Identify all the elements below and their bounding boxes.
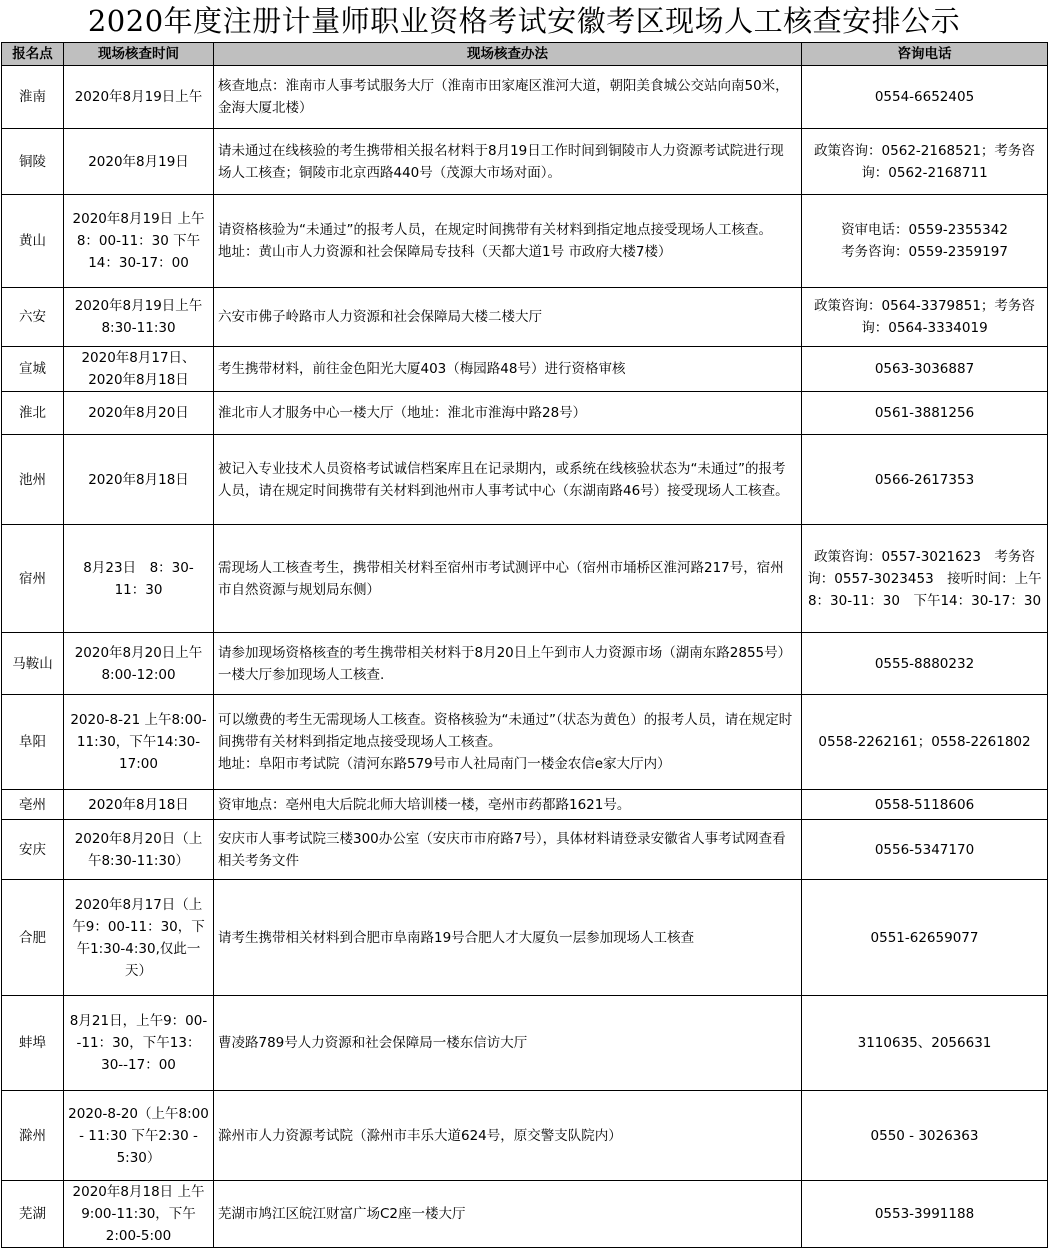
phone-cell: 0558-2262161；0558-2261802 [802,695,1048,790]
phone-cell: 资审电话：0559-2355342 考务咨询：0559-2359197 [802,195,1048,288]
time-cell: 2020-8-21 上午8:00-11:30，下午14:30-17:00 [64,695,214,790]
city-cell: 合肥 [2,880,64,996]
time-cell: 2020年8月20日 [64,392,214,435]
city-cell: 阜阳 [2,695,64,790]
city-cell: 芜湖 [2,1181,64,1248]
table-row [2,633,1048,695]
time-cell: 2020-8-20（上午8:00 - 11:30 下午2:30 - 5:30） [64,1091,214,1181]
method-cell: 请未通过在线核验的考生携带相关报名材料于8月19日工作时间到铜陵市人力资源考试院进行现场人工核查；铜陵市北京西路440号（茂源大市场对面）。 [214,129,802,195]
table-row [2,288,1048,347]
phone-cell: 0553-3991188 [802,1181,1048,1248]
city-cell: 滁州 [2,1091,64,1181]
method-cell: 请参加现场资格核查的考生携带相关材料于8月20日上午到市人力资源市场（湖南东路2855号）一楼大厅参加现场人工核查. [214,633,802,695]
phone-cell: 政策咨询：0562-2168521；考务咨询：0562-2168711 [802,129,1048,195]
table-row [2,525,1048,633]
method-cell: 请考生携带相关材料到合肥市阜南路19号合肥人才大厦负一层参加现场人工核查 [214,880,802,996]
header-phone: 咨询电话 [802,43,1048,66]
table-row [2,435,1048,525]
method-cell: 需现场人工核查考生，携带相关材料至宿州市考试测评中心（宿州市埇桥区淮河路217号，宿州市自然资源与规划局东侧） [214,525,802,633]
time-cell: 2020年8月19日 上午8：00-11：30 下午14：30-17：00 [64,195,214,288]
method-cell: 安庆市人事考试院三楼300办公室（安庆市市府路7号），具体材料请登录安徽省人事考试网查看相关考务文件 [214,820,802,880]
table-row [2,347,1048,392]
method-cell: 滁州市人力资源考试院（滁州市丰乐大道624号，原交警支队院内） [214,1091,802,1181]
method-cell: 可以缴费的考生无需现场人工核查。资格核验为“未通过”（状态为黄色）的报考人员，请在规定时间携带有关材料到指定地点接受现场人工核查。 地址：阜阳市考试院（清河东路579号市人社局南门一楼金农信e家大厅内） [214,695,802,790]
phone-cell: 0566-2617353 [802,435,1048,525]
header-method: 现场核查办法 [214,43,802,66]
city-cell: 马鞍山 [2,633,64,695]
table-row [2,820,1048,880]
table-row [2,996,1048,1091]
time-cell: 2020年8月19日 [64,129,214,195]
phone-cell: 0563-3036887 [802,347,1048,392]
time-cell: 2020年8月17日（上午9：00-11：30，下午1:30-4:30,仅此一天） [64,880,214,996]
table-row [2,880,1048,996]
city-cell: 铜陵 [2,129,64,195]
city-cell: 淮北 [2,392,64,435]
phone-cell: 0555-8880232 [802,633,1048,695]
phone-cell: 0551-62659077 [802,880,1048,996]
table-header-row [2,43,1048,66]
schedule-table [1,42,1048,1248]
city-cell: 六安 [2,288,64,347]
time-cell: 8月23日 8：30-11：30 [64,525,214,633]
table-row [2,66,1048,129]
phone-cell: 0554-6652405 [802,66,1048,129]
method-cell: 淮北市人才服务中心一楼大厅（地址：淮北市淮海中路28号） [214,392,802,435]
city-cell: 宣城 [2,347,64,392]
table-row [2,695,1048,790]
phone-cell: 0561-3881256 [802,392,1048,435]
time-cell: 2020年8月18日 上午9:00-11:30，下午2:00-5:00 [64,1181,214,1248]
time-cell: 2020年8月18日 [64,435,214,525]
time-cell: 2020年8月20日（上午8:30-11:30） [64,820,214,880]
method-cell: 曹凌路789号人力资源和社会保障局一楼东信访大厅 [214,996,802,1091]
table-row [2,129,1048,195]
method-cell: 被记入专业技术人员资格考试诚信档案库且在记录期内，或系统在线核验状态为“未通过”的报考人员，请在规定时间携带有关材料到池州市人事考试中心（东湖南路46号）接受现场人工核查。 [214,435,802,525]
header-city: 报名点 [2,43,64,66]
time-cell: 2020年8月18日 [64,790,214,820]
city-cell: 蚌埠 [2,996,64,1091]
method-cell: 考生携带材料，前往金色阳光大厦403（梅园路48号）进行资格审核 [214,347,802,392]
city-cell: 安庆 [2,820,64,880]
city-cell: 黄山 [2,195,64,288]
phone-cell: 0558-5118606 [802,790,1048,820]
time-cell: 2020年8月20日上午8:00-12:00 [64,633,214,695]
phone-cell: 政策咨询：0557-3021623 考务咨询：0557-3023453 接听时间：上午8：30-11：30 下午14：30-17：30 [802,525,1048,633]
time-cell: 8月21日，上午9：00--11：30，下午13：30--17：00 [64,996,214,1091]
time-cell: 2020年8月17日、2020年8月18日 [64,347,214,392]
method-cell: 芜湖市鸠江区皖江财富广场C2座一楼大厅 [214,1181,802,1248]
method-cell: 核查地点：淮南市人事考试服务大厅（淮南市田家庵区淮河大道，朝阳美食城公交站向南50米，金海大厦北楼） [214,66,802,129]
phone-cell: 3110635、2056631 [802,996,1048,1091]
table-row [2,790,1048,820]
method-cell: 资审地点：亳州电大后院北师大培训楼一楼，亳州市药都路1621号。 [214,790,802,820]
method-cell: 请资格核验为“未通过”的报考人员，在规定时间携带有关材料到指定地点接受现场人工核查。 地址：黄山市人力资源和社会保障局专技科（天都大道1号 市政府大楼7楼） [214,195,802,288]
phone-cell: 0550 - 3026363 [802,1091,1048,1181]
city-cell: 宿州 [2,525,64,633]
page-title: 2020年度注册计量师职业资格考试安徽考区现场人工核查安排公示 [87,4,961,38]
table-row [2,392,1048,435]
city-cell: 淮南 [2,66,64,129]
table-body [2,66,1048,1248]
table-row [2,1181,1048,1248]
table-row [2,1091,1048,1181]
phone-cell: 0556-5347170 [802,820,1048,880]
city-cell: 池州 [2,435,64,525]
method-cell: 六安市佛子岭路市人力资源和社会保障局大楼二楼大厅 [214,288,802,347]
time-cell: 2020年8月19日上午8:30-11:30 [64,288,214,347]
phone-cell: 政策咨询：0564-3379851；考务咨询：0564-3334019 [802,288,1048,347]
time-cell: 2020年8月19日上午 [64,66,214,129]
table-row [2,195,1048,288]
city-cell: 亳州 [2,790,64,820]
header-time: 现场核查时间 [64,43,214,66]
